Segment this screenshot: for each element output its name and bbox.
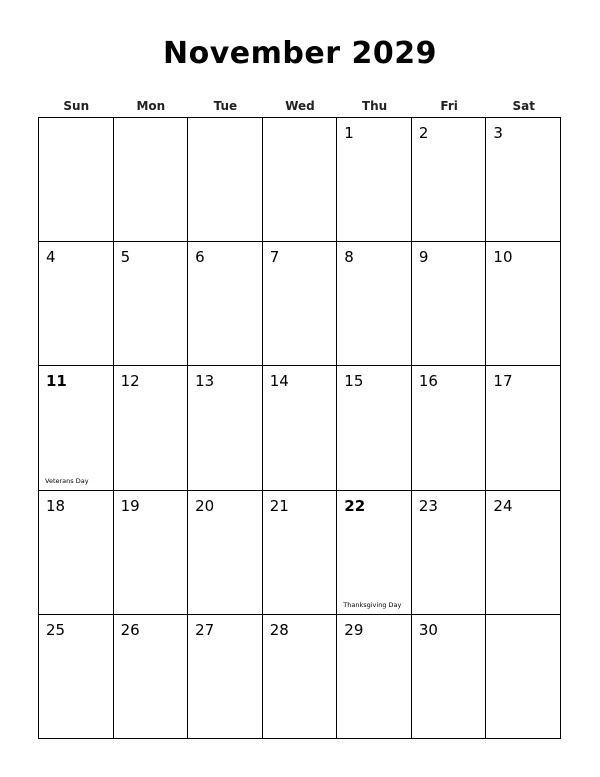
day-cell bbox=[337, 366, 412, 490]
day-cell bbox=[337, 491, 412, 615]
weekday-mon: Mon bbox=[136, 99, 166, 113]
day-number: 2 bbox=[418, 124, 429, 142]
calendar-grid bbox=[38, 117, 561, 739]
day-number: 10 bbox=[493, 248, 513, 267]
day-number: 7 bbox=[269, 248, 280, 267]
day-number: 6 bbox=[195, 248, 205, 267]
day-cell bbox=[263, 491, 338, 615]
day-cell bbox=[412, 366, 487, 490]
day-cell bbox=[114, 242, 189, 366]
day-cell bbox=[412, 491, 487, 615]
day-cell bbox=[337, 118, 412, 242]
day-cell bbox=[188, 118, 263, 242]
day-cell bbox=[114, 615, 189, 739]
day-number: 29 bbox=[344, 620, 364, 639]
calendar-title: November 2029 bbox=[163, 36, 437, 71]
day-cell bbox=[412, 242, 487, 366]
day-number: 9 bbox=[418, 248, 429, 267]
weekday-thu: Thu bbox=[361, 99, 388, 113]
day-cell bbox=[486, 491, 561, 615]
day-number: 3 bbox=[493, 124, 503, 142]
day-number: 14 bbox=[269, 372, 289, 391]
day-number: 1 bbox=[344, 124, 354, 142]
day-cell bbox=[39, 366, 114, 490]
day-cell bbox=[188, 615, 263, 739]
day-cell bbox=[263, 366, 338, 490]
day-number: 20 bbox=[195, 496, 215, 515]
weekday-wed: Wed bbox=[285, 99, 315, 113]
day-number: 21 bbox=[269, 496, 289, 515]
day-number: 5 bbox=[120, 248, 131, 267]
day-cell bbox=[188, 242, 263, 366]
day-number: 17 bbox=[493, 372, 513, 391]
day-number: 13 bbox=[195, 372, 215, 391]
day-cell bbox=[114, 366, 189, 490]
day-cell bbox=[486, 242, 561, 366]
weekday-tue: Tue bbox=[213, 99, 238, 113]
weekday-header-row bbox=[39, 99, 561, 115]
day-cell bbox=[486, 366, 561, 490]
day-number: 28 bbox=[269, 620, 289, 639]
weekday-fri: Fri bbox=[440, 99, 458, 113]
day-cell bbox=[263, 118, 338, 242]
day-number: 24 bbox=[493, 496, 513, 515]
day-number: 12 bbox=[120, 372, 140, 391]
day-number: 23 bbox=[418, 496, 438, 515]
day-cell bbox=[263, 242, 338, 366]
day-cell bbox=[114, 118, 189, 242]
day-cell bbox=[39, 491, 114, 615]
day-cell bbox=[188, 366, 263, 490]
day-cell bbox=[188, 491, 263, 615]
day-number: 8 bbox=[344, 248, 354, 267]
day-cell bbox=[486, 118, 561, 242]
weekday-sat: Sat bbox=[512, 99, 535, 113]
day-number: 26 bbox=[120, 620, 140, 639]
day-cell bbox=[412, 118, 487, 242]
day-number: 18 bbox=[46, 496, 66, 515]
day-cell bbox=[39, 615, 114, 739]
day-number: 27 bbox=[195, 620, 215, 639]
day-cell bbox=[486, 615, 561, 739]
day-number: 16 bbox=[418, 372, 438, 391]
day-number: 22 bbox=[344, 496, 366, 515]
day-cell bbox=[337, 615, 412, 739]
holiday-label: Veterans Day bbox=[45, 476, 89, 485]
day-number: 4 bbox=[46, 248, 56, 267]
day-number: 11 bbox=[46, 372, 67, 391]
day-number: 25 bbox=[46, 620, 66, 639]
day-cell bbox=[263, 615, 338, 739]
holiday-label: Thanksgiving Day bbox=[343, 600, 402, 609]
day-number: 30 bbox=[418, 620, 438, 639]
day-number: 15 bbox=[344, 372, 364, 391]
day-cell bbox=[39, 118, 114, 242]
weekday-sun: Sun bbox=[63, 99, 90, 113]
day-cell bbox=[337, 242, 412, 366]
day-cell bbox=[114, 491, 189, 615]
day-cell bbox=[412, 615, 487, 739]
day-number: 19 bbox=[120, 496, 140, 515]
day-cell bbox=[39, 242, 114, 366]
